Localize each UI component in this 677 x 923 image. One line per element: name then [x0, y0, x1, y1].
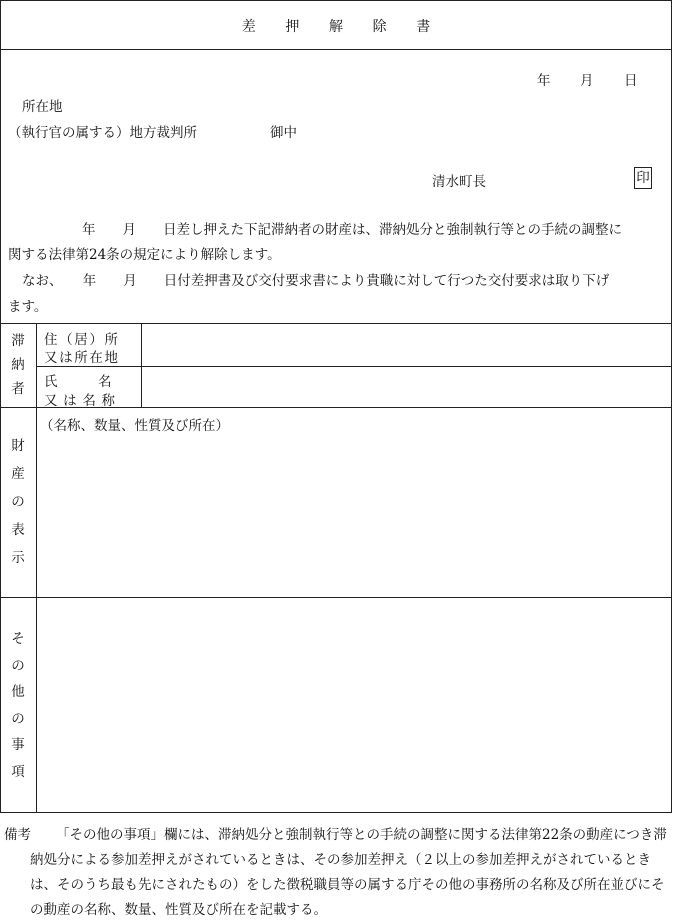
addressee-court: （執行官の属する）地方裁判所 — [8, 125, 197, 141]
remarks-label: 備考 — [4, 827, 31, 843]
other-matters-label-char: 項 — [11, 763, 25, 780]
property-label-char: 産 — [11, 465, 25, 482]
document-title: 差 押 解 除 書 — [241, 19, 443, 35]
date-month: 月 — [580, 73, 594, 89]
property-label-char: 表 — [11, 521, 25, 538]
other-matters-label — [0, 620, 36, 792]
body-line-3: なお、 年 月 日付差押書及び交付要求書により貴職に対して行つた交付要求は取り下げ — [22, 273, 610, 289]
property-section-bottom-line — [0, 597, 672, 598]
delinquent-label-char: 者 — [11, 381, 25, 398]
other-matters-label-char: 事 — [11, 737, 25, 753]
body-line-2: 関する法律第24条の規定により解除します。 — [8, 247, 281, 263]
addressee-address-label: 所在地 — [22, 99, 63, 115]
other-matters-label-char: の — [11, 710, 25, 727]
property-label-char: 財 — [11, 437, 25, 454]
delinquent-label-char: 滞 — [11, 333, 25, 350]
remarks — [4, 823, 674, 923]
remarks-text: 「その他の事項」欄には、滞納処分と強制執行等との手続の調整に関する法律第22条の動産につき滞納処分による参加差押えがされているときは、その参加差押え（２以上の参加差押えがされているときは、そのうち最も先にされたもの）をした徴税職員等の属する庁その他の事務所の名称及び所在並びにその動産の名称、数量、性質及び所在を記載する。 — [30, 827, 667, 918]
name-label-line-2: 又は名称 — [44, 393, 121, 409]
label-column-line — [36, 323, 37, 813]
property-hint: （名称、数量、性質及び所在） — [40, 418, 229, 434]
name-label-line-1: 氏 名 — [44, 374, 112, 390]
frame-right-line — [671, 0, 672, 813]
addressee-honorific: 御中 — [270, 125, 297, 141]
delinquent-label — [0, 325, 36, 407]
name-value-field — [142, 367, 671, 407]
other-matters-label-char: の — [11, 657, 25, 674]
address-label-line-2: 又は所在地 — [44, 350, 120, 366]
seal-mark: 印 — [634, 167, 652, 189]
date-day: 日 — [624, 73, 638, 89]
body-line-1: 年 月 日差し押えた下記滞納者の財産は、滞納処分と強制執行等との手続の調整に — [82, 222, 622, 238]
body-line-4: ます。 — [8, 299, 48, 315]
other-matters-label-char: 他 — [11, 684, 25, 700]
frame-bottom-line — [0, 812, 672, 813]
date-year: 年 — [537, 73, 551, 89]
address-label-line-1: 住（居）所 — [44, 332, 120, 348]
property-label-char: の — [11, 493, 25, 510]
delinquent-label-char: 納 — [11, 357, 25, 374]
property-label — [0, 425, 36, 580]
address-value-field — [142, 324, 671, 366]
frame-top-line — [0, 0, 672, 1]
other-matters-label-char: そ — [11, 631, 25, 647]
property-label-char: 示 — [11, 549, 25, 566]
sender-name: 清水町長 — [432, 174, 486, 190]
title-bottom-line — [0, 49, 672, 50]
